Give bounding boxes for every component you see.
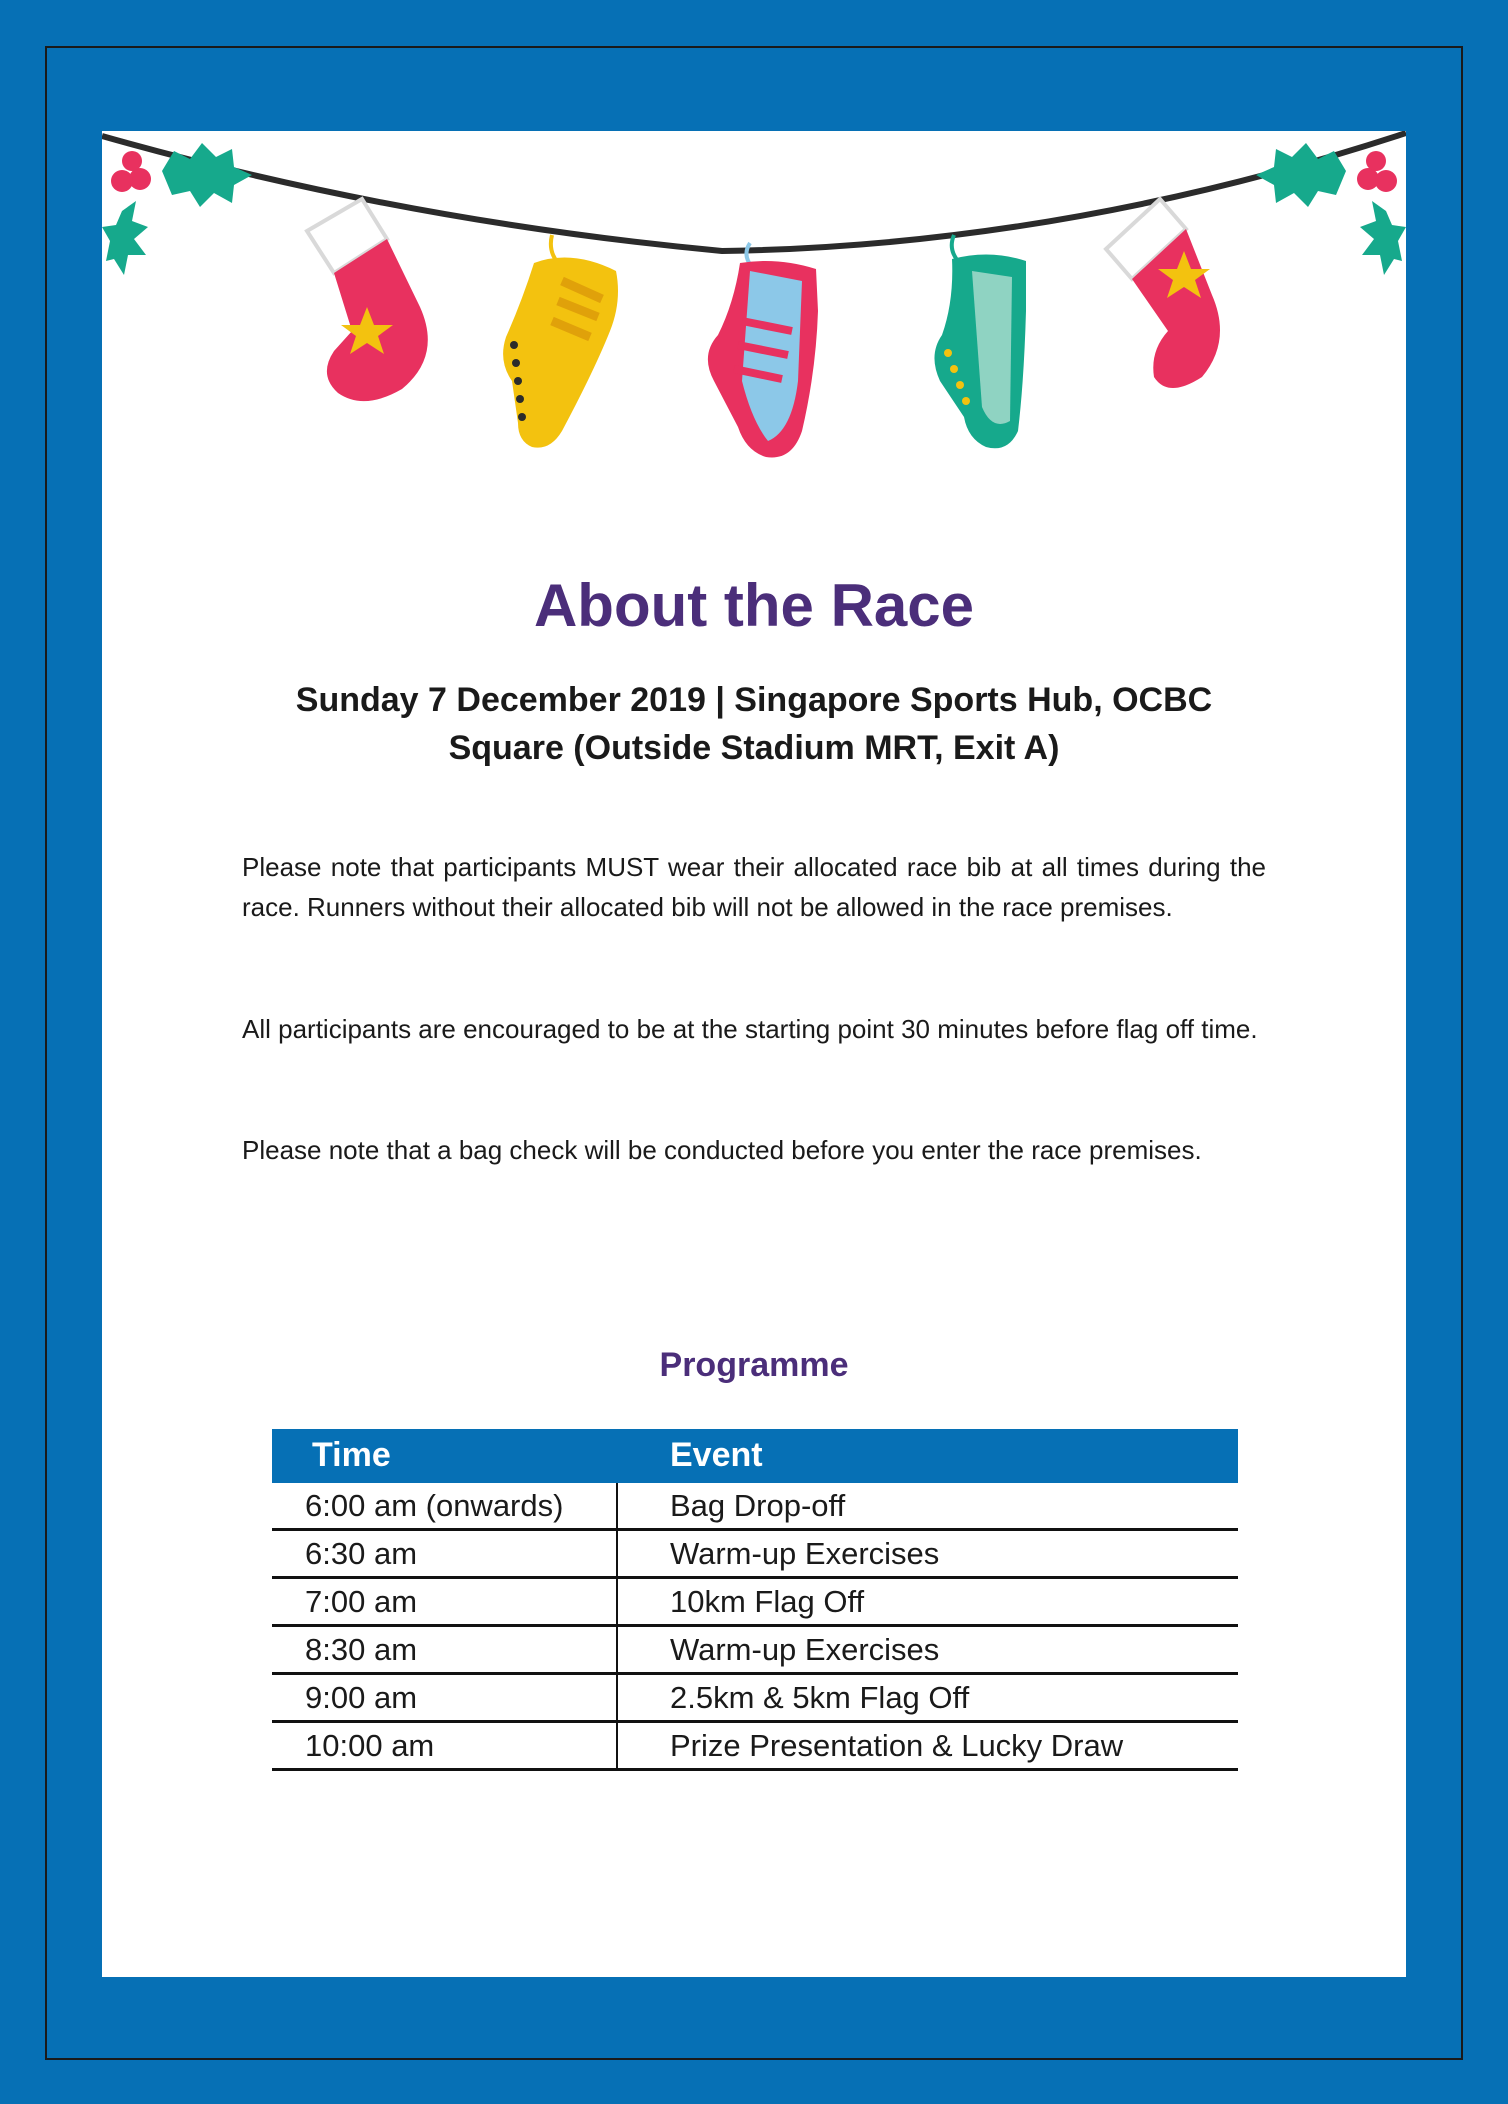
row-event: Warm-up Exercises <box>670 1536 940 1571</box>
sneaker-teal-icon <box>934 235 1026 448</box>
table-row <box>272 1579 1238 1627</box>
table-row <box>272 1675 1238 1723</box>
row-event: Prize Presentation & Lucky Draw <box>670 1728 1124 1763</box>
holly-right-icon <box>1256 143 1406 275</box>
table-row <box>272 1627 1238 1675</box>
header-event: Event <box>670 1436 763 1474</box>
page-sheet <box>102 131 1406 1977</box>
column-divider <box>616 1531 618 1579</box>
table-row <box>272 1531 1238 1579</box>
arrival-notice-paragraph: All participants are encouraged to be at the starting point 30 minutes before flag off time. <box>242 1014 1258 1044</box>
row-time: 6:00 am (onwards) <box>305 1488 564 1523</box>
stocking-left-icon <box>307 199 428 401</box>
bag-check-notice-paragraph: Please note that a bag check will be conducted before you enter the race premises. <box>242 1135 1202 1165</box>
header-time: Time <box>312 1436 391 1474</box>
row-event: 2.5km & 5km Flag Off <box>670 1680 970 1715</box>
row-event: Bag Drop-off <box>670 1488 846 1523</box>
programme-table-header <box>272 1429 1238 1483</box>
row-time: 8:30 am <box>305 1632 418 1667</box>
column-divider <box>616 1723 618 1771</box>
race-date-venue <box>252 676 1256 772</box>
bib-notice-paragraph: Please note that participants MUST wear their allocated race bib at all times during the race. Runners without their allocated bib will not be allowed in the race premises. <box>242 852 1266 922</box>
stocking-right-icon <box>1106 199 1220 388</box>
row-event: 10km Flag Off <box>670 1584 865 1619</box>
column-divider <box>616 1579 618 1627</box>
row-event: Warm-up Exercises <box>670 1632 940 1667</box>
row-time: 6:30 am <box>305 1536 418 1571</box>
page-title: About the Race <box>533 572 975 639</box>
row-time: 9:00 am <box>305 1680 418 1715</box>
table-row <box>272 1723 1238 1771</box>
race-date-venue-line-1: Sunday 7 December 2019 | Singapore Sports Hub, OCBC <box>295 681 1213 719</box>
table-row <box>272 1483 1238 1531</box>
programme-title: Programme <box>659 1346 849 1384</box>
column-divider <box>616 1483 618 1531</box>
sneaker-yellow-icon <box>503 235 618 448</box>
row-time: 7:00 am <box>305 1584 418 1619</box>
race-date-venue-line-2: Square (Outside Stadium MRT, Exit A) <box>448 729 1060 767</box>
garland-string <box>102 133 1406 251</box>
sneaker-pink-icon <box>708 243 818 457</box>
column-divider <box>616 1627 618 1675</box>
holly-left-icon <box>102 143 252 275</box>
programme-table <box>272 1429 1238 1771</box>
garland-illustration <box>102 131 1406 471</box>
column-divider <box>616 1675 618 1723</box>
row-time: 10:00 am <box>305 1728 435 1763</box>
